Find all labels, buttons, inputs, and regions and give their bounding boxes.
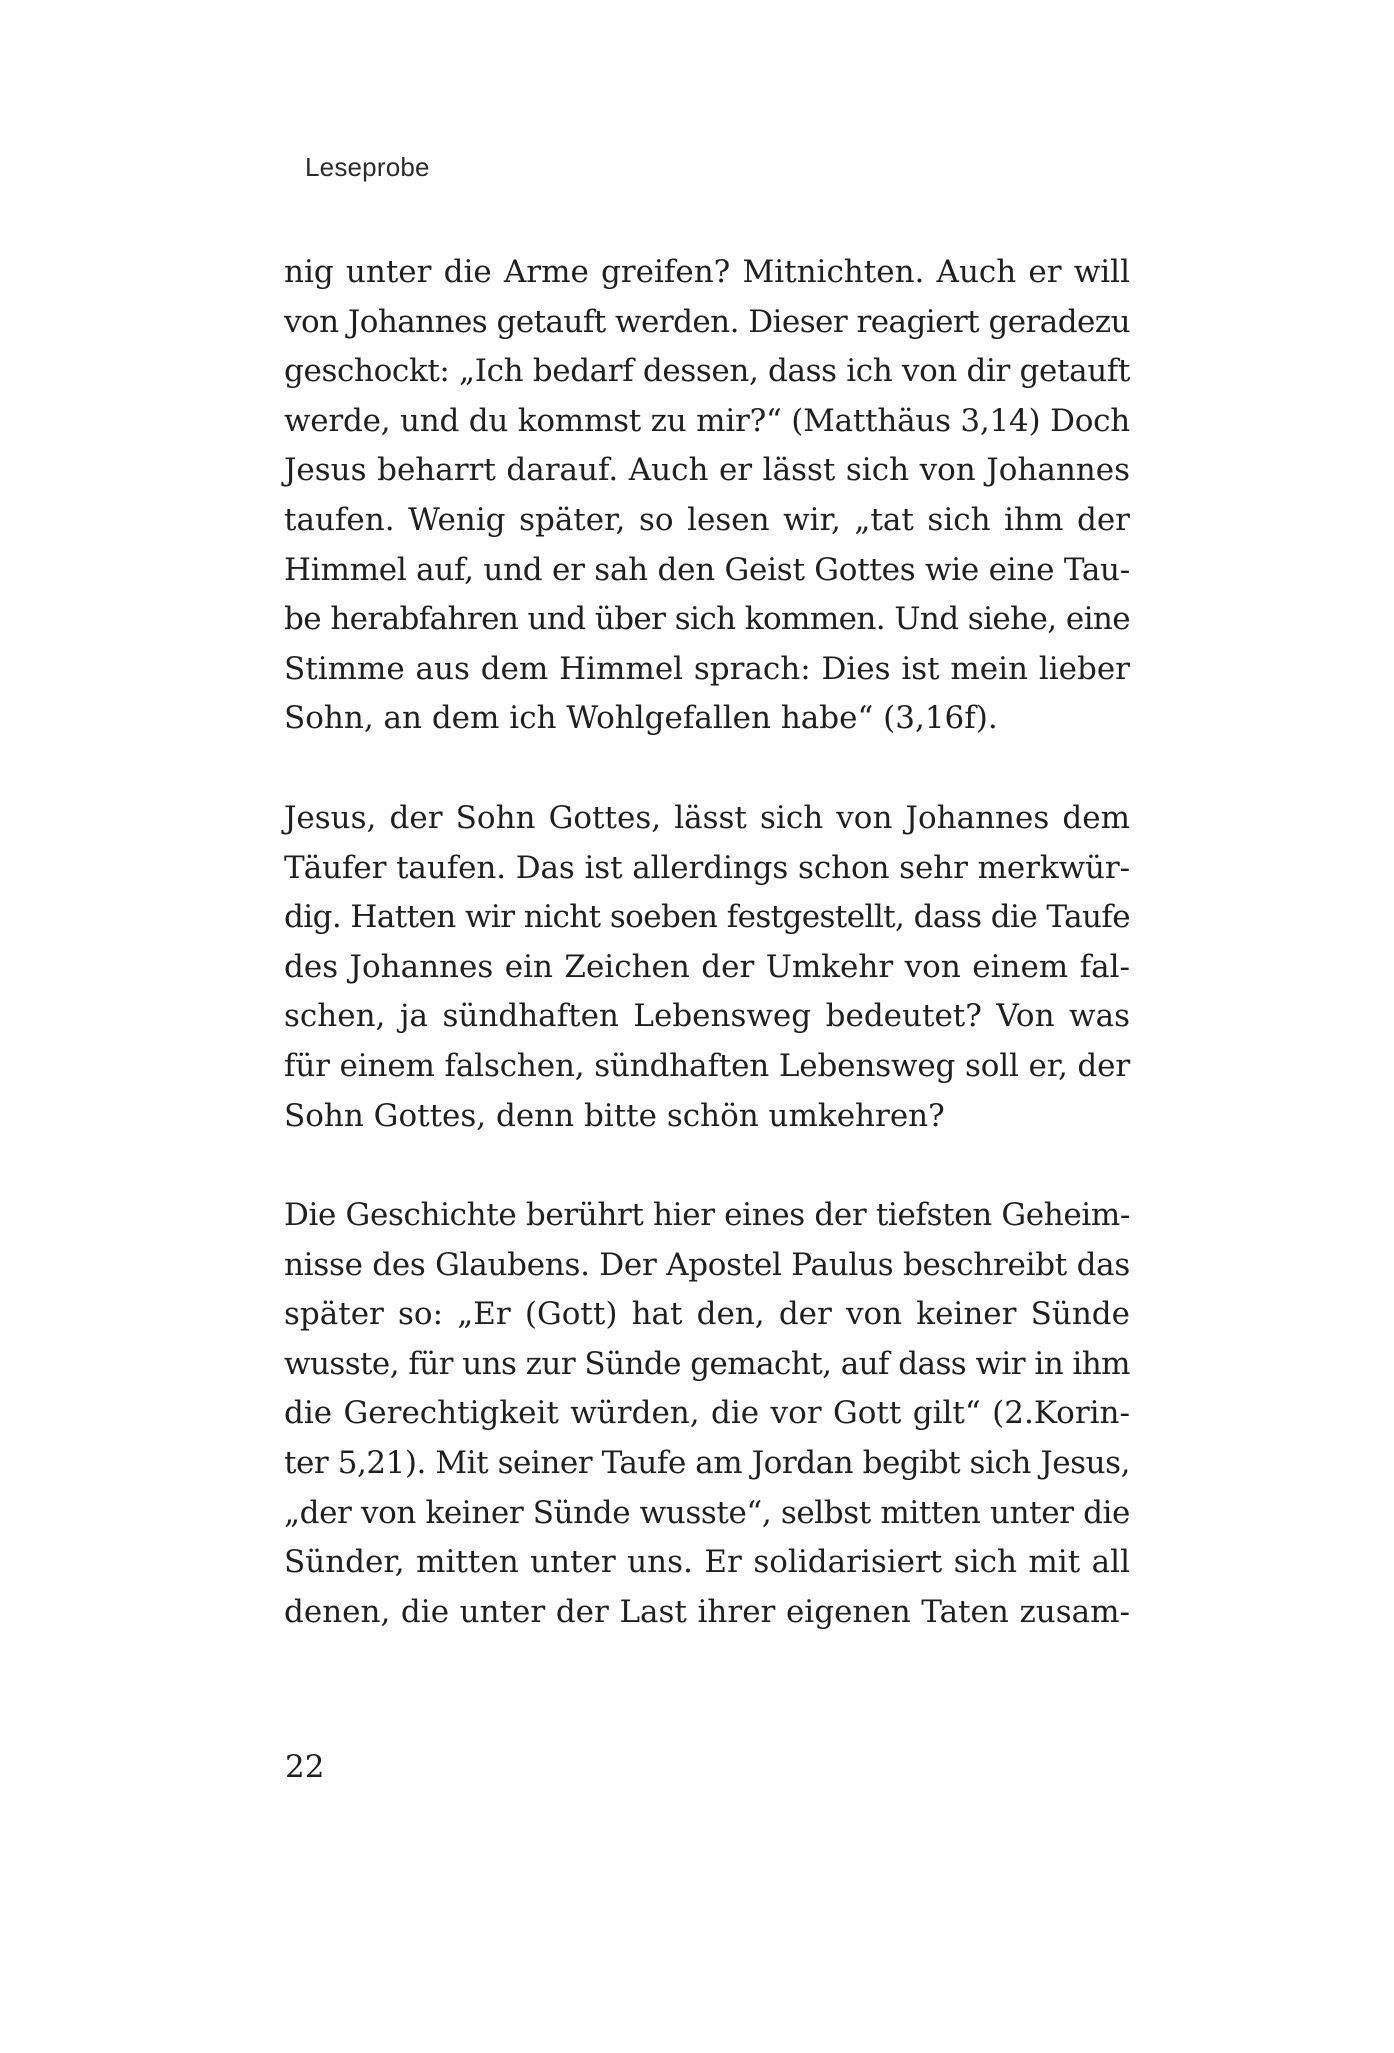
text-line: denen, die unter der Last ihrer eigenen Taten zusam- [284,1593,1130,1630]
text-line: schen, ja sündhaften Lebensweg bedeutet? Von was [284,998,1130,1035]
text-line: von Johannes getauft werden. Dieser reagiert geradezu [284,303,1130,340]
paragraph-1 [284,248,1130,744]
text-line: geschockt: „Ich bedarf dessen, dass ich von dir getauft [284,353,1130,390]
text-line: ter 5,21). Mit seiner Taufe am Jordan begibt sich Jesus, [284,1445,1130,1482]
running-header: Leseprobe [305,152,430,182]
text-line: Himmel auf, und er sah den Geist Gottes wie eine Tau- [284,551,1130,588]
text-line: Sünder, mitten unter uns. Er solidarisiert sich mit all [284,1544,1130,1581]
text-line: Sohn, an dem ich Wohlgefallen habe“ (3,16f). [284,700,998,737]
text-line: werde, und du kommst zu mir?“ (Matthäus 3,14) Doch [284,402,1130,439]
text-line: für einem falschen, sündhaften Lebensweg soll er, der [284,1047,1130,1084]
text-line: die Gerechtigkeit würden, die vor Gott gilt“ (2.Korin- [284,1395,1130,1432]
page-number: 22 [285,1749,325,1785]
text-line: Sohn Gottes, denn bitte schön umkehren? [284,1097,945,1134]
paragraph-3 [284,1191,1130,1637]
text-line: nig unter die Arme greifen? Mitnichten. Auch er will [284,254,1130,290]
text-line: Jesus beharrt darauf. Auch er lässt sich von Johannes [284,452,1130,489]
text-line: wusste, für uns zur Sünde gemacht, auf dass wir in ihm [284,1345,1130,1382]
text-line: Jesus, der Sohn Gottes, lässt sich von Johannes dem [284,799,1130,836]
text-line: taufen. Wenig später, so lesen wir, „tat sich ihm der [284,501,1130,538]
text-line: dig. Hatten wir nicht soeben festgestellt, dass die Taufe [284,899,1130,936]
text-line: später so: „Er (Gott) hat den, der von keiner Sünde [284,1296,1130,1333]
text-line: Die Geschichte berührt hier eines der tiefsten Geheim- [284,1197,1130,1234]
text-line: Täufer taufen. Das ist allerdings schon sehr merkwür- [284,849,1130,886]
text-line: des Johannes ein Zeichen der Umkehr von einem fal- [284,948,1130,985]
text-line: Stimme aus dem Himmel sprach: Dies ist mein lieber [284,650,1130,687]
text-line: „der von keiner Sünde wusste“, selbst mitten unter die [284,1494,1130,1531]
text-line: nisse des Glaubens. Der Apostel Paulus beschreibt das [284,1246,1130,1283]
text-line: be herabfahren und über sich kommen. Und siehe, eine [284,601,1130,638]
body-text [284,248,1130,1687]
paragraph-2 [284,794,1130,1141]
